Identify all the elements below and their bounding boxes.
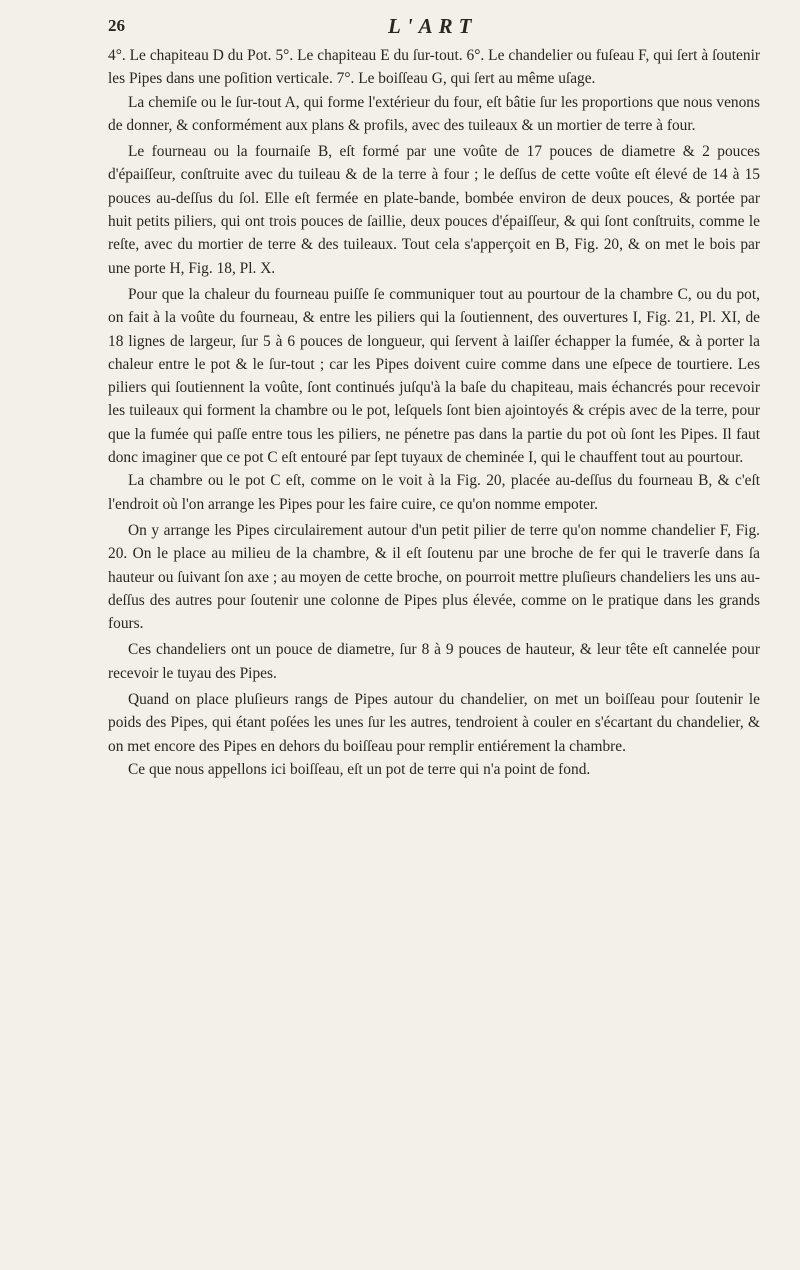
paragraph-3: Le fourneau ou la fournaiſe B, eſt formé par une voûte de 17 pouces de diametre & 2 pouces d'épaiſſeur, conſtruite avec du tuileau & de la terre à four ; le deſſus de cette voûte eſt élevé de 14 à 15 pouces au-deſſus du ſol. Elle eſt fermée en plate-bande, bombée environ de deux pouces, & portée par huit petits piliers, qui ont trois pouces de ſaillie, deux pouces d'épaiſſeur, & qui ſont conſtruits, comme le reſte, avec du mortier de terre & des tuileaux. Tout cela s'apperçoit en B, Fig. 20, & on met le bois par une porte H, Fig. 18, Pl. X.	[108, 143, 760, 277]
paragraph-9: Ce que nous appellons ici boiſſeau, eſt un pot de terre qui n'a point de fond.	[128, 760, 591, 778]
paragraph-7: Ces chandeliers ont un pouce de diametre, ſur 8 à 9 pouces de hauteur, & leur tête eſt cannelée pour recevoir le tuyau des Pipes.	[108, 641, 760, 682]
paragraph-4: Pour que la chaleur du fourneau puiſſe ſe communiquer tout au pourtour de la chambre C, ou du pot, on fait à la voûte du fourneau, & entre les piliers qui la ſoutiennent, des ouvertures I, Fig. 21, Pl. XI, de 18 lignes de largeur, ſur 5 à 6 pouces de longueur, qui ſervent à laiſſer échapper la fumée, & à porter la chaleur entre le pot & le ſur-tout ; car les Pipes doivent cuire comme dans une eſpece de tourtiere. Les piliers qui ſoutiennent la voûte, ſont continués juſqu'à la baſe du chapiteau, mais échancrés pour recevoir les tuileaux qui forment la chambre ou le pot, leſquels ſont bien ajointoyés & crépis avec de la terre, pour que la fumée qui paſſe entre tous les piliers, ne pénetre pas dans la partie du pot où ſont les Pipes. Il faut donc imaginer que ce pot C eſt entouré par ſept tuyaux de cheminée I, qui le chauffent tout au pourtour.	[108, 285, 760, 467]
page-header	[108, 14, 760, 44]
paragraph-6: On y arrange les Pipes circulairement autour d'un petit pilier de terre qu'on nomme chandelier F, Fig. 20. On le place au milieu de la chambre, & il eſt ſoutenu par une broche de fer qui le traverſe dans ſa hauteur ou ſuivant ſon axe ; au moyen de cette broche, on pourroit mettre pluſieurs chandeliers les uns au-deſſus des autres pour ſoutenir une colonne de Pipes plus élevée, comme on le pratique dans les grands fours.	[108, 521, 760, 633]
paragraph-8: Quand on place pluſieurs rangs de Pipes autour du chandelier, on met un boiſſeau pour ſoutenir le poids des Pipes, qui étant poſées les unes ſur les autres, tendroient à couler en s'écartant du chandelier, & on met encore des Pipes en dehors du boiſſeau pour remplir entiérement la chambre.	[108, 691, 760, 755]
paragraph-5: La chambre ou le pot C eſt, comme on le voit à la Fig. 20, placée au-deſſus du fourneau B, & c'eſt l'endroit où l'on arrange les Pipes pour les faire cuire, ce qu'on nomme empoter.	[108, 472, 760, 513]
body-text	[108, 44, 760, 781]
running-title: L'ART	[388, 14, 478, 38]
page-number: 26	[108, 16, 125, 35]
paragraph-1: 4°. Le chapiteau D du Pot. 5°. Le chapiteau E du ſur-tout. 6°. Le chandelier ou fuſeau F, qui ſert à ſoutenir les Pipes dans une poſition verticale. 7°. Le boiſſeau G, qui ſert au même uſage.	[108, 47, 760, 88]
paragraph-2: La chemiſe ou le ſur-tout A, qui forme l'extérieur du four, eſt bâtie ſur les proportions que nous venons de donner, & conformément aux plans & profils, avec des tuileaux & un mortier de terre à four.	[108, 93, 760, 134]
